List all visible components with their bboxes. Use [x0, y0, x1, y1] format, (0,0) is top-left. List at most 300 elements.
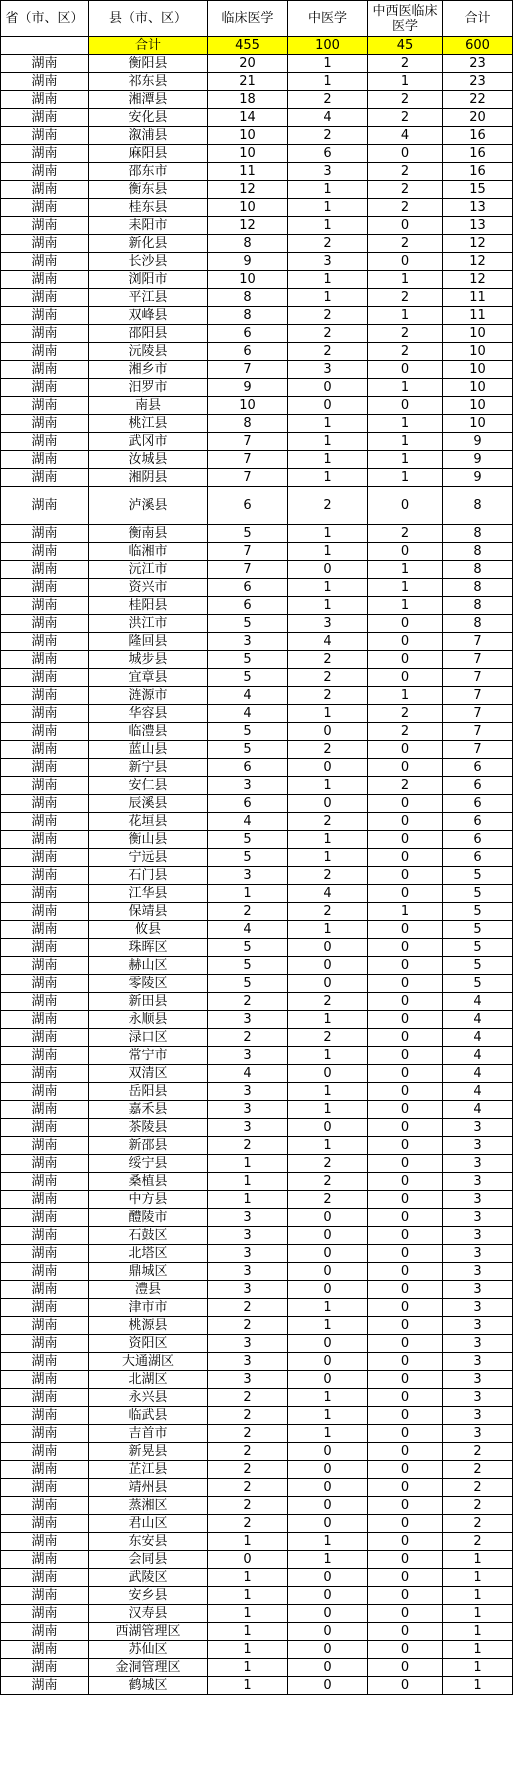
cell-total: 1	[443, 1677, 513, 1695]
cell-county: 城步县	[89, 651, 208, 669]
cell-clinical: 9	[208, 253, 288, 271]
cell-clinical: 5	[208, 939, 288, 957]
cell-province: 湖南	[1, 1065, 89, 1083]
cell-integrated: 2	[368, 199, 443, 217]
cell-county: 祁东县	[89, 73, 208, 91]
table-row	[1, 813, 513, 831]
cell-tcm: 1	[288, 1101, 368, 1119]
cell-province: 湖南	[1, 1443, 89, 1461]
cell-total: 8	[443, 561, 513, 579]
cell-clinical: 5	[208, 975, 288, 993]
cell-tcm: 2	[288, 1155, 368, 1173]
cell-total: 7	[443, 687, 513, 705]
cell-integrated: 2	[368, 91, 443, 109]
cell-integrated: 4	[368, 127, 443, 145]
cell-tcm: 2	[288, 487, 368, 525]
cell-total: 5	[443, 939, 513, 957]
cell-clinical: 2	[208, 1425, 288, 1443]
cell-province: 湖南	[1, 253, 89, 271]
cell-tcm: 1	[288, 705, 368, 723]
cell-province: 湖南	[1, 1623, 89, 1641]
cell-clinical: 2	[208, 903, 288, 921]
cell-tcm: 1	[288, 271, 368, 289]
cell-tcm: 3	[288, 361, 368, 379]
cell-county: 桃源县	[89, 1317, 208, 1335]
table-row	[1, 1443, 513, 1461]
cell-integrated: 1	[368, 379, 443, 397]
cell-tcm: 1	[288, 1389, 368, 1407]
cell-county: 蓝山县	[89, 741, 208, 759]
cell-county: 湘乡市	[89, 361, 208, 379]
cell-integrated: 0	[368, 867, 443, 885]
cell-county: 衡南县	[89, 525, 208, 543]
cell-province: 湖南	[1, 687, 89, 705]
cell-county: 石鼓区	[89, 1227, 208, 1245]
cell-integrated: 0	[368, 651, 443, 669]
cell-county: 鹤城区	[89, 1677, 208, 1695]
cell-total: 3	[443, 1119, 513, 1137]
cell-total: 5	[443, 867, 513, 885]
table-row	[1, 615, 513, 633]
cell-clinical: 1	[208, 1677, 288, 1695]
cell-total: 4	[443, 1029, 513, 1047]
cell-clinical: 1	[208, 1191, 288, 1209]
cell-tcm: 1	[288, 181, 368, 199]
cell-tcm: 1	[288, 433, 368, 451]
cell-total: 3	[443, 1137, 513, 1155]
cell-province: 湖南	[1, 1533, 89, 1551]
cell-total: 11	[443, 307, 513, 325]
cell-integrated: 2	[368, 109, 443, 127]
cell-clinical: 2	[208, 1029, 288, 1047]
cell-integrated: 2	[368, 325, 443, 343]
cell-integrated: 0	[368, 543, 443, 561]
cell-tcm: 1	[288, 469, 368, 487]
cell-clinical: 21	[208, 73, 288, 91]
cell-clinical: 10	[208, 271, 288, 289]
cell-tcm: 0	[288, 1641, 368, 1659]
table-row	[1, 795, 513, 813]
cell-tcm: 1	[288, 55, 368, 73]
table-row	[1, 451, 513, 469]
cell-province: 湖南	[1, 361, 89, 379]
table-row	[1, 705, 513, 723]
cell-county: 安仁县	[89, 777, 208, 795]
table-row	[1, 543, 513, 561]
cell-total: 8	[443, 597, 513, 615]
cell-tcm: 0	[288, 1443, 368, 1461]
table-row	[1, 939, 513, 957]
cell-integrated: 0	[368, 1443, 443, 1461]
cell-county: 长沙县	[89, 253, 208, 271]
table-row	[1, 975, 513, 993]
cell-total: 6	[443, 759, 513, 777]
cell-province: 湖南	[1, 777, 89, 795]
cell-total: 4	[443, 1011, 513, 1029]
header-row	[1, 1, 513, 37]
cell-clinical: 3	[208, 1245, 288, 1263]
cell-province: 湖南	[1, 235, 89, 253]
cell-tcm: 0	[288, 1569, 368, 1587]
table-row	[1, 1011, 513, 1029]
cell-county: 汨罗市	[89, 379, 208, 397]
cell-integrated: 0	[368, 1515, 443, 1533]
table-row	[1, 469, 513, 487]
cell-tcm: 1	[288, 579, 368, 597]
cell-county: 平江县	[89, 289, 208, 307]
cell-county: 宁远县	[89, 849, 208, 867]
cell-province: 湖南	[1, 163, 89, 181]
table-row	[1, 1173, 513, 1191]
cell-county: 嘉禾县	[89, 1101, 208, 1119]
cell-integrated: 0	[368, 1605, 443, 1623]
cell-county: 新田县	[89, 993, 208, 1011]
cell-integrated: 0	[368, 1119, 443, 1137]
cell-total: 1	[443, 1551, 513, 1569]
cell-clinical: 20	[208, 55, 288, 73]
table-row	[1, 307, 513, 325]
table-row	[1, 361, 513, 379]
cell-total: 3	[443, 1371, 513, 1389]
table-row	[1, 561, 513, 579]
table-row	[1, 55, 513, 73]
cell-integrated: 0	[368, 1623, 443, 1641]
table-row	[1, 1623, 513, 1641]
cell-clinical: 1	[208, 1533, 288, 1551]
cell-total: 8	[443, 579, 513, 597]
cell-county: 永兴县	[89, 1389, 208, 1407]
cell-tcm: 0	[288, 1245, 368, 1263]
cell-province: 湖南	[1, 1659, 89, 1677]
table-row	[1, 1227, 513, 1245]
cell-clinical: 8	[208, 289, 288, 307]
cell-county: 浏阳市	[89, 271, 208, 289]
cell-province: 湖南	[1, 939, 89, 957]
cell-tcm: 0	[288, 1371, 368, 1389]
cell-county: 新邵县	[89, 1137, 208, 1155]
table-row	[1, 1389, 513, 1407]
cell-county: 双峰县	[89, 307, 208, 325]
table-row	[1, 1047, 513, 1065]
cell-total: 3	[443, 1155, 513, 1173]
cell-total: 13	[443, 217, 513, 235]
cell-total: 2	[443, 1479, 513, 1497]
cell-province: 湖南	[1, 705, 89, 723]
cell-tcm: 1	[288, 1317, 368, 1335]
cell-clinical: 4	[208, 705, 288, 723]
cell-total: 3	[443, 1353, 513, 1371]
cell-county: 安乡县	[89, 1587, 208, 1605]
cell-total: 2	[443, 1443, 513, 1461]
table-row	[1, 903, 513, 921]
cell-tcm: 0	[288, 1335, 368, 1353]
cell-integrated: 0	[368, 741, 443, 759]
cell-province: 湖南	[1, 451, 89, 469]
table-row	[1, 759, 513, 777]
table-row	[1, 415, 513, 433]
cell-province: 湖南	[1, 469, 89, 487]
cell-integrated: 2	[368, 55, 443, 73]
cell-clinical: 5	[208, 849, 288, 867]
table-row	[1, 1659, 513, 1677]
cell-total: 8	[443, 487, 513, 525]
cell-tcm: 0	[288, 1263, 368, 1281]
cell-integrated: 0	[368, 1029, 443, 1047]
cell-province: 湖南	[1, 73, 89, 91]
cell-county: 资阳区	[89, 1335, 208, 1353]
cell-integrated: 0	[368, 1209, 443, 1227]
cell-province: 湖南	[1, 525, 89, 543]
cell-province: 湖南	[1, 1209, 89, 1227]
cell-county: 涟源市	[89, 687, 208, 705]
cell-total: 3	[443, 1299, 513, 1317]
cell-clinical: 7	[208, 469, 288, 487]
cell-clinical: 6	[208, 579, 288, 597]
cell-county: 宜章县	[89, 669, 208, 687]
cell-clinical: 0	[208, 1551, 288, 1569]
cell-tcm: 0	[288, 1065, 368, 1083]
cell-integrated: 0	[368, 885, 443, 903]
header-clinical-medicine: 临床医学	[208, 1, 288, 37]
table-row	[1, 1335, 513, 1353]
cell-total: 3	[443, 1317, 513, 1335]
cell-province: 湖南	[1, 669, 89, 687]
cell-integrated: 1	[368, 451, 443, 469]
cell-province: 湖南	[1, 867, 89, 885]
cell-county: 汉寿县	[89, 1605, 208, 1623]
cell-province: 湖南	[1, 433, 89, 451]
cell-integrated: 0	[368, 145, 443, 163]
cell-county: 沅陵县	[89, 343, 208, 361]
cell-province: 湖南	[1, 543, 89, 561]
cell-tcm: 1	[288, 289, 368, 307]
cell-county: 南县	[89, 397, 208, 415]
cell-tcm: 0	[288, 1281, 368, 1299]
cell-total: 1	[443, 1587, 513, 1605]
cell-tcm: 1	[288, 1083, 368, 1101]
cell-total: 9	[443, 451, 513, 469]
cell-integrated: 0	[368, 1497, 443, 1515]
total-clinical: 455	[208, 37, 288, 55]
cell-total: 10	[443, 361, 513, 379]
cell-tcm: 1	[288, 543, 368, 561]
cell-tcm: 4	[288, 885, 368, 903]
cell-total: 7	[443, 651, 513, 669]
cell-clinical: 3	[208, 1083, 288, 1101]
cell-county: 隆回县	[89, 633, 208, 651]
cell-clinical: 3	[208, 1101, 288, 1119]
table-row	[1, 597, 513, 615]
cell-county: 新宁县	[89, 759, 208, 777]
cell-clinical: 2	[208, 1479, 288, 1497]
cell-county: 常宁市	[89, 1047, 208, 1065]
cell-total: 22	[443, 91, 513, 109]
cell-clinical: 1	[208, 1155, 288, 1173]
cell-total: 23	[443, 73, 513, 91]
cell-tcm: 4	[288, 633, 368, 651]
cell-total: 1	[443, 1569, 513, 1587]
cell-tcm: 2	[288, 91, 368, 109]
cell-total: 8	[443, 525, 513, 543]
cell-total: 3	[443, 1281, 513, 1299]
table-row	[1, 1065, 513, 1083]
cell-total: 3	[443, 1425, 513, 1443]
table-row	[1, 669, 513, 687]
cell-clinical: 9	[208, 379, 288, 397]
cell-total: 16	[443, 145, 513, 163]
cell-integrated: 0	[368, 1389, 443, 1407]
cell-clinical: 11	[208, 163, 288, 181]
table-row	[1, 1407, 513, 1425]
cell-clinical: 4	[208, 921, 288, 939]
table-row	[1, 73, 513, 91]
cell-total: 12	[443, 235, 513, 253]
cell-integrated: 1	[368, 597, 443, 615]
cell-total: 6	[443, 849, 513, 867]
cell-total: 3	[443, 1245, 513, 1263]
cell-clinical: 4	[208, 1065, 288, 1083]
cell-total: 3	[443, 1389, 513, 1407]
cell-clinical: 1	[208, 1569, 288, 1587]
table-row	[1, 1191, 513, 1209]
cell-tcm: 2	[288, 741, 368, 759]
cell-integrated: 0	[368, 921, 443, 939]
cell-county: 攸县	[89, 921, 208, 939]
cell-clinical: 5	[208, 669, 288, 687]
cell-clinical: 5	[208, 831, 288, 849]
cell-clinical: 3	[208, 1263, 288, 1281]
cell-province: 湖南	[1, 813, 89, 831]
cell-county: 北湖区	[89, 1371, 208, 1389]
cell-tcm: 2	[288, 1029, 368, 1047]
cell-province: 湖南	[1, 795, 89, 813]
cell-county: 临湘市	[89, 543, 208, 561]
cell-clinical: 3	[208, 1011, 288, 1029]
cell-total: 13	[443, 199, 513, 217]
cell-county: 茶陵县	[89, 1119, 208, 1137]
cell-integrated: 0	[368, 633, 443, 651]
cell-integrated: 0	[368, 1677, 443, 1695]
cell-clinical: 1	[208, 1587, 288, 1605]
cell-clinical: 2	[208, 1515, 288, 1533]
cell-clinical: 2	[208, 1461, 288, 1479]
cell-county: 衡东县	[89, 181, 208, 199]
cell-province: 湖南	[1, 615, 89, 633]
cell-county: 桑植县	[89, 1173, 208, 1191]
cell-clinical: 1	[208, 1623, 288, 1641]
cell-total: 5	[443, 885, 513, 903]
table-row	[1, 199, 513, 217]
cell-integrated: 0	[368, 1263, 443, 1281]
cell-total: 23	[443, 55, 513, 73]
cell-integrated: 2	[368, 163, 443, 181]
cell-integrated: 1	[368, 469, 443, 487]
cell-clinical: 8	[208, 235, 288, 253]
table-row	[1, 831, 513, 849]
cell-total: 4	[443, 1101, 513, 1119]
cell-tcm: 1	[288, 1299, 368, 1317]
cell-tcm: 0	[288, 1659, 368, 1677]
cell-province: 湖南	[1, 849, 89, 867]
cell-clinical: 7	[208, 543, 288, 561]
cell-integrated: 1	[368, 73, 443, 91]
cell-total: 10	[443, 343, 513, 361]
cell-total: 3	[443, 1335, 513, 1353]
cell-county: 渌口区	[89, 1029, 208, 1047]
cell-integrated: 0	[368, 1101, 443, 1119]
cell-province: 湖南	[1, 343, 89, 361]
table-row	[1, 325, 513, 343]
table-row	[1, 1461, 513, 1479]
cell-clinical: 3	[208, 1335, 288, 1353]
cell-tcm: 2	[288, 993, 368, 1011]
cell-clinical: 8	[208, 415, 288, 433]
cell-tcm: 0	[288, 759, 368, 777]
table-row	[1, 397, 513, 415]
table-row	[1, 1317, 513, 1335]
cell-integrated: 0	[368, 1011, 443, 1029]
cell-county: 绥宁县	[89, 1155, 208, 1173]
table-row	[1, 1137, 513, 1155]
cell-county: 赫山区	[89, 957, 208, 975]
cell-clinical: 18	[208, 91, 288, 109]
cell-clinical: 6	[208, 487, 288, 525]
cell-province: 湖南	[1, 1281, 89, 1299]
table-row	[1, 433, 513, 451]
table-row	[1, 1371, 513, 1389]
cell-clinical: 4	[208, 813, 288, 831]
cell-integrated: 0	[368, 397, 443, 415]
cell-total: 4	[443, 1047, 513, 1065]
cell-county: 中方县	[89, 1191, 208, 1209]
cell-integrated: 0	[368, 669, 443, 687]
cell-tcm: 1	[288, 777, 368, 795]
cell-clinical: 10	[208, 127, 288, 145]
cell-province: 湖南	[1, 109, 89, 127]
cell-clinical: 10	[208, 397, 288, 415]
cell-clinical: 2	[208, 1389, 288, 1407]
total-sum: 600	[443, 37, 513, 55]
cell-county: 邵东市	[89, 163, 208, 181]
cell-province: 湖南	[1, 741, 89, 759]
cell-tcm: 3	[288, 615, 368, 633]
cell-province: 湖南	[1, 1389, 89, 1407]
cell-tcm: 6	[288, 145, 368, 163]
cell-province: 湖南	[1, 379, 89, 397]
table-row	[1, 633, 513, 651]
cell-integrated: 0	[368, 487, 443, 525]
cell-county: 零陵区	[89, 975, 208, 993]
cell-total: 6	[443, 831, 513, 849]
cell-integrated: 1	[368, 307, 443, 325]
table-row	[1, 1101, 513, 1119]
cell-province: 湖南	[1, 1191, 89, 1209]
table-row	[1, 1263, 513, 1281]
table-row	[1, 343, 513, 361]
table-row	[1, 127, 513, 145]
table-row	[1, 289, 513, 307]
table-row	[1, 1587, 513, 1605]
cell-integrated: 0	[368, 849, 443, 867]
cell-county: 临武县	[89, 1407, 208, 1425]
cell-integrated: 0	[368, 957, 443, 975]
cell-total: 16	[443, 163, 513, 181]
cell-county: 新化县	[89, 235, 208, 253]
cell-integrated: 0	[368, 217, 443, 235]
cell-clinical: 5	[208, 615, 288, 633]
cell-integrated: 0	[368, 813, 443, 831]
cell-total: 10	[443, 379, 513, 397]
